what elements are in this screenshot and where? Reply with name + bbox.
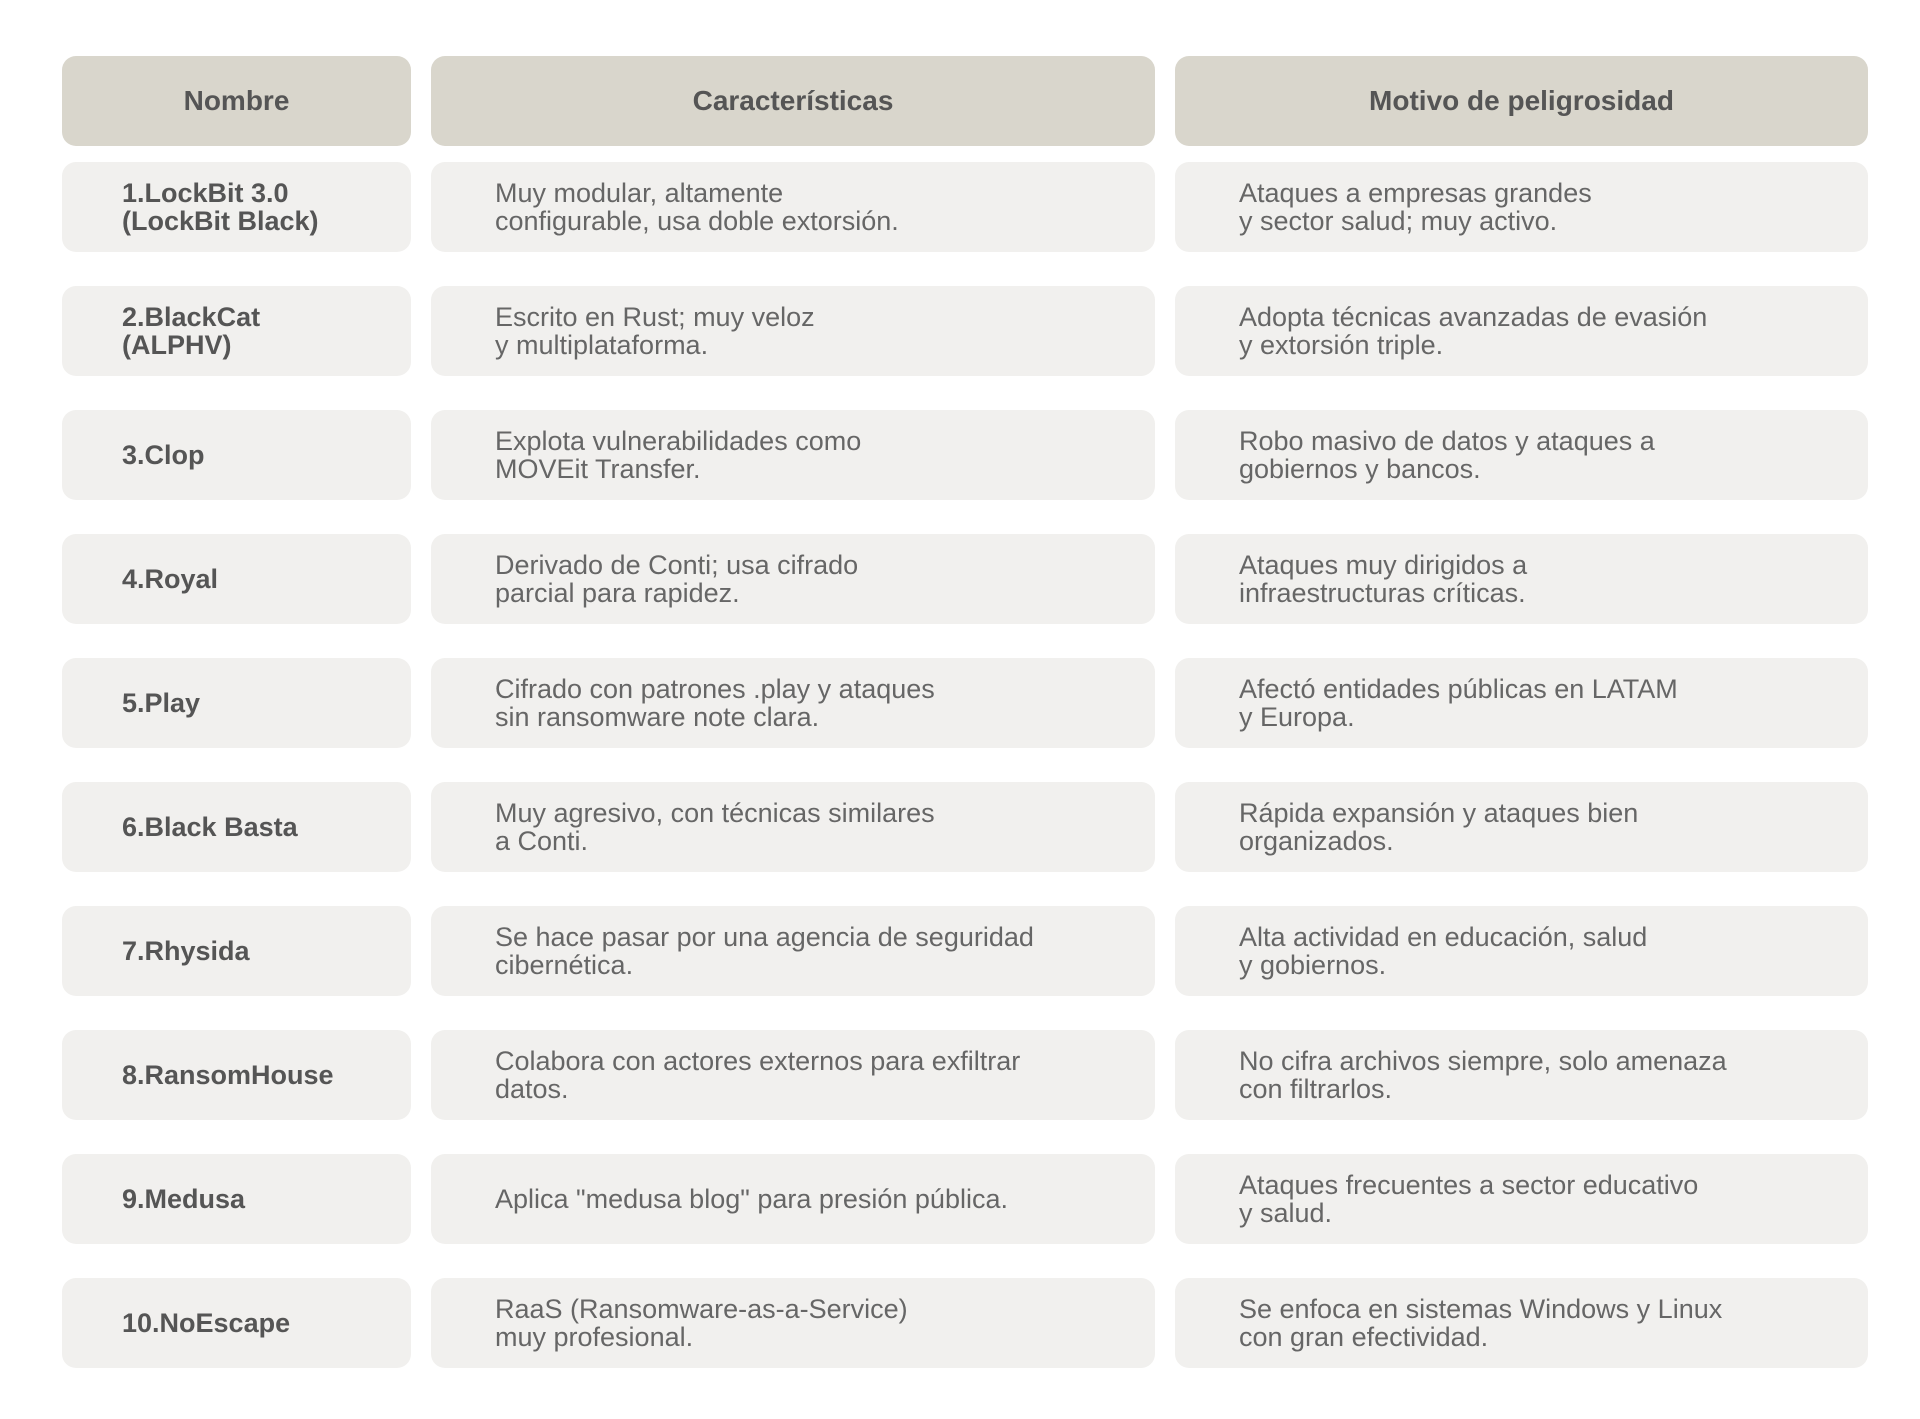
cell-reason: Robo masivo de datos y ataques a gobiernos y bancos. (1175, 410, 1868, 500)
cell-features: Aplica "medusa blog" para presión pública. (431, 1154, 1155, 1244)
cell-name: 10.NoEscape (62, 1278, 411, 1368)
cell-features: Cifrado con patrones .play y ataques sin ransomware note clara. (431, 658, 1155, 748)
cell-reason: Ataques a empresas grandes y sector salud; muy activo. (1175, 162, 1868, 252)
cell-features: Colabora con actores externos para exfiltrar datos. (431, 1030, 1155, 1120)
table-row (62, 410, 1868, 500)
table-row (62, 1030, 1868, 1120)
table-row (62, 782, 1868, 872)
table-row (62, 906, 1868, 996)
table-header-row (62, 56, 1868, 146)
cell-name: 4.Royal (62, 534, 411, 624)
cell-reason: Afectó entidades públicas en LATAM y Europa. (1175, 658, 1868, 748)
cell-features: Derivado de Conti; usa cifrado parcial para rapidez. (431, 534, 1155, 624)
cell-reason: Rápida expansión y ataques bien organizados. (1175, 782, 1868, 872)
cell-reason: Se enfoca en sistemas Windows y Linux con gran efectividad. (1175, 1278, 1868, 1368)
ransomware-table (62, 56, 1868, 1402)
table-row (62, 534, 1868, 624)
table-row (62, 658, 1868, 748)
cell-reason: Ataques frecuentes a sector educativo y salud. (1175, 1154, 1868, 1244)
cell-name: 1.LockBit 3.0 (LockBit Black) (62, 162, 411, 252)
table-row (62, 1278, 1868, 1368)
cell-name: 9.Medusa (62, 1154, 411, 1244)
cell-reason: Adopta técnicas avanzadas de evasión y extorsión triple. (1175, 286, 1868, 376)
cell-features: Escrito en Rust; muy veloz y multiplataforma. (431, 286, 1155, 376)
cell-reason: Alta actividad en educación, salud y gobiernos. (1175, 906, 1868, 996)
table-body (62, 162, 1868, 1368)
cell-features: Muy modular, altamente configurable, usa doble extorsión. (431, 162, 1155, 252)
cell-name: 3.Clop (62, 410, 411, 500)
cell-reason: Ataques muy dirigidos a infraestructuras críticas. (1175, 534, 1868, 624)
table-row (62, 1154, 1868, 1244)
cell-name: 8.RansomHouse (62, 1030, 411, 1120)
table-row (62, 162, 1868, 252)
header-features: Características (431, 56, 1155, 146)
table-row (62, 286, 1868, 376)
cell-features: Explota vulnerabilidades como MOVEit Transfer. (431, 410, 1155, 500)
header-reason: Motivo de peligrosidad (1175, 56, 1868, 146)
cell-name: 2.BlackCat (ALPHV) (62, 286, 411, 376)
cell-name: 6.Black Basta (62, 782, 411, 872)
header-name: Nombre (62, 56, 411, 146)
cell-features: Se hace pasar por una agencia de seguridad cibernética. (431, 906, 1155, 996)
cell-name: 5.Play (62, 658, 411, 748)
cell-features: RaaS (Ransomware-as-a-Service) muy profesional. (431, 1278, 1155, 1368)
cell-features: Muy agresivo, con técnicas similares a Conti. (431, 782, 1155, 872)
cell-reason: No cifra archivos siempre, solo amenaza con filtrarlos. (1175, 1030, 1868, 1120)
cell-name: 7.Rhysida (62, 906, 411, 996)
